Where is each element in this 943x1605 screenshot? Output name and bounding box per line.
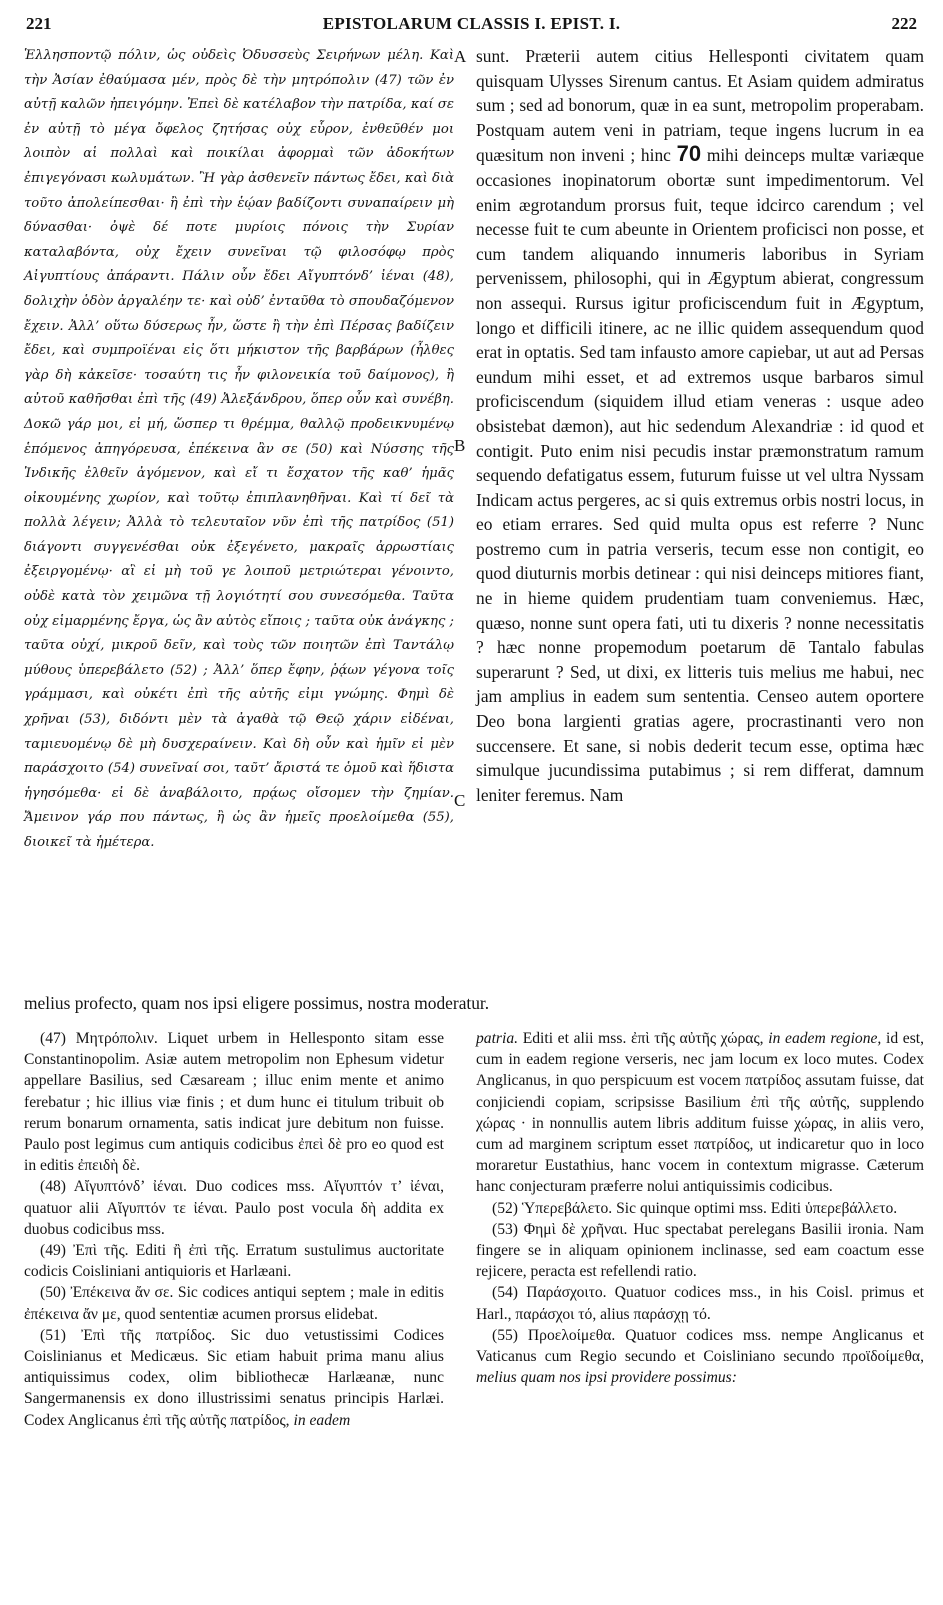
footnote-text: Liquet urbem in Hellesponto sitam esse Constantinopolim. Asiæ autem metropolim non Ephesum videtur appellare Basilius, sed Cæsaream ; illuc enim mente et animo ferebatur ; hic illius viæ finis ; et dum hunc ei titulum tribuit ob rerum bonarum ornamenta, satis indicat jure debitum non fuisse. Paulo post legimus cum antiquis codicibus ἐπεὶ δὲ pro eo quod est in editis ἐπειδὴ δὲ. [24, 1030, 444, 1175]
footnote-lemma: (55) Προελοίμεθα. [492, 1326, 616, 1344]
footnote-lemma: (52) Ὑπερεβάλετο. [492, 1199, 613, 1217]
footnote-lemma: (51) Ἐπὶ τῆς πατρίδος. [40, 1326, 216, 1344]
footnote-lemma: (54) Παράσχοιτο. [492, 1284, 607, 1302]
footnote-italic-tail: melius quam nos ipsi providere possimus: [476, 1369, 737, 1387]
footnote-italic-phrase: in eadem regione, [768, 1030, 882, 1047]
footnote-lemma: (48) Αἴγυπτόνδ’ ἰέναι. [40, 1178, 187, 1196]
footnote-49 [24, 1240, 444, 1282]
latin-text-column [476, 44, 924, 807]
footnote-text: Editi et alii mss. ἐπὶ τῆς αὐτῆς χώρας, [522, 1030, 764, 1047]
footnote-51 [24, 1325, 444, 1431]
margin-marker-b: B [454, 436, 466, 455]
footnote-text: Editi ἢ ἐπὶ τῆς. Erratum sustulimus auctoritate codicis Coisliniani antiquioris et Harlæani. [24, 1242, 444, 1281]
footnotes-left [24, 1028, 444, 1431]
footnote-47 [24, 1028, 444, 1176]
running-title: EPISTOLARUM CLASSIS I. EPIST. I. [322, 14, 621, 33]
footnote-52 [476, 1198, 924, 1219]
footnote-text: Quatuor codices mss. nempe Anglicanus et Vaticanus cum Regio secundo et Coisliniano secundo προϊδοίμεθα, [476, 1326, 924, 1366]
footnote-text: id est, cum in eadem regione verseris, nec jam locum ex loco mutes. Codex Anglicanus, in quo perspicuum est vocem πατρίδος assutam fuisse, dat conjiciendi copiam, scripsisse Basilium ἐπὶ τῆς αὐτῆς, supplendo χώρας · in nonnullis autem libris additum fuisse χώρας, in aliis vero, cum ad marginem scriptum esset πατρίδος, ut indicaretur quo in loco moraretur Eustathius, hanc vocem in contextum migrasse. Cæterum hanc conjecturam præferre nolui antiquissimis codicibus. [476, 1030, 925, 1196]
footnote-48 [24, 1176, 444, 1240]
footnote-text: Sic quinque optimi mss. Editi ὑπερεβάλλετο. [616, 1199, 898, 1217]
footnote-text: Sic duo vetustissimi Codices Coislinianus et Medicæus. Sic etiam habuit prima manu alius antiquissimus codex, olim bibliothecæ Harlæanæ, nunc Sangermanensis ex dono illustrissimi senatus principis Harlæi. Codex Anglicanus ἐπὶ τῆς αὐτῆς πατρίδος, [24, 1326, 445, 1429]
footnotes-right [476, 1028, 924, 1388]
margin-marker-c: C [454, 791, 466, 810]
footnote-lemma: (50) Ἐπέκεινα ἄν σε. [40, 1284, 174, 1302]
footnote-lemma: (49) Ἐπὶ τῆς. [40, 1242, 129, 1260]
footnote-53 [476, 1219, 924, 1283]
footnote-text: Quatuor codices mss., in his Coisl. primus et Harl., παράσχοι τό, alius παράσχῃ τό. [476, 1284, 924, 1323]
footnote-text: Duo codices mss. Αἴγυπτόν τ’ ἰέναι, quatuor alii Αἴγυπτόν τε ἰέναι. Paulo post vocula δὴ addita ex duobus codicibus mss. [24, 1178, 445, 1238]
footnote-51-continued [476, 1028, 924, 1198]
footnote-text: Sic codices antiqui septem ; male in editis ἐπέκεινα ἄν με, quod sententiæ acumen prorsus elidebat. [24, 1284, 444, 1323]
column-figure-number: 70 [676, 141, 702, 167]
footnote-lemma: (47) Μητρόπολιν. [40, 1030, 158, 1047]
latin-text-part-2: mihi deinceps multæ variæque occasiones inopinatorum obortæ sunt impedimentorum. Vel enim ægrotandum prorsus fuit, teque idcirco carendum ; vel necesse fuit te cum abeunte in Orientem proficisci non posse, et cum tandem aliquando innumeris laboribus in Syriam pervenissem, philosophi, qui in Ægyptum abierat, congressum non assequi. Rursus igitur proficiscendum fuit in Ægyptum, longo et difficili itinere, ac ne illic quidem assequendum quod erat in optatis. Sed tam infausto amore capiebar, ut aut ad Persas eundum mihi esset, et ad extremos usque barbaros simul proficiscendum (siquidem illud etiam veneras : usque adeo obsistebat dæmon), aut hic sedendum Alexandriæ : id quod et contigit. Puto enim nisi pecudis instar præmonstratum ramum sequendo defatigatus essem, futurum fuisse ut vel ultra Nyssam Indicam actus pergeres, ac si quis extremus orbis nostri locus, in eo etiam errares. Sed quid multa opus est referre ? Nunc postremo cum in patria verseris, tecum esse non contigit, eo quod diuturnis morbis detinear : qui nisi deinceps mitiores fiant, ne in hieme quidem prudentiam tuam conveniemus. Hæc, quæso, nonne sunt opera fati, uti tu dixeris ? nonne necessitatis ? hæc nonne propemodum poetarum dē Tantalo fabulas superarunt ? Sed, ut dixi, ex litteris tuis melius me habui, nec jam amplius in eadem sum sententia. Censeo autem oportere Deo bona largienti gratias agere, procrastinanti vero non succensere. Et sane, si nobis dederit tecum esse, optima hæc simulque jucundissima putabimus ; si rem differat, damnum leniter feremus. Nam [476, 145, 924, 805]
footnote-italic-tail: in eadem [293, 1411, 351, 1429]
footnote-italic-head: patria. [476, 1030, 519, 1047]
latin-text-part-1: sunt. Præterii autem citius Hellesponti civitatem quam quisquam Ulysses Sirenum cantus. Et Asiam quidem admiratus sum ; sed ad bonorum, quæ in ea sunt, metropolim properabam. Postquam autem veni in patriam, teque ingens lucrum in ea quæsitum non inveni ; hinc [476, 46, 924, 166]
footnote-54 [476, 1282, 924, 1324]
footnote-50 [24, 1282, 444, 1324]
concluding-line: melius profecto, quam nos ipsi eligere possimus, nostra moderatur. [24, 993, 490, 1013]
footnote-lemma: (53) Φημὶ δὲ χρῆναι. [492, 1220, 628, 1238]
page-number-left: 221 [26, 14, 52, 33]
page-header [26, 14, 917, 38]
greek-text-column: Ἑλλησποντῷ πόλιν, ὡς οὐδεὶς Ὀδυσσεὺς Σειρήνων μέλη. Καὶ τὴν Ἀσίαν ἐθαύμασα μέν, πρὸς δὲ τὴν μητρόπολιν (47) τῶν ἐν αὐτῇ καλῶν ἠπειγόμην. Ἐπεὶ δὲ κατέλαβον τὴν πατρίδα, καί σε ἐν αὐτῇ τὸ μέγα ὄφελος ζητήσας οὐχ εὗρον, ἐνθεῦθέν μοι λοιπὸν αἱ πολλαὶ καὶ ποικίλαι ἀφορμαὶ τῶν ἀδοκήτων ἐπιγεγόνασι κωλυμάτων. Ἢ γὰρ ἀσθενεῖν πάντως ἔδει, καὶ διὰ τοῦτο ἀπολείπεσθαι· ἢ ἐπὶ τὴν ἑῴαν βαδίζοντι συναπαίρειν μὴ δύνασθαι· ὀψὲ δέ ποτε μυρίοις πόνοις τὴν Συρίαν καταλαβόντα, οὐχ ἔχειν συνεῖναι τῷ φιλοσόφῳ πρὸς Αἰγυπτίους ἀπάραντι. Πάλιν οὖν ἔδει Αἴγυπτόνδ’ ἰέναι (48), δολιχὴν ὁδὸν ἀργαλέην τε· καὶ οὐδ’ ἐνταῦθα τὸ σπουδαζόμενον ἔχειν. Ἀλλ’ οὕτω δύσερως ἦν, ὥστε ἢ τὴν ἐπὶ Πέρσας βαδίζειν ἔδει, καὶ συμπροϊέναι εἰς ὅτι μήκιστον τῆς βαρβάρων (ἦλθες γὰρ δὴ κἀκεῖσε· τοσαύτη τις ἦν φιλονεικία τοῦ δαίμονος), ἢ αὐτοῦ καθῆσθαι ἐπὶ τῆς (49) Ἀλεξάνδρου, ὅπερ οὖν καὶ συνέβη. Δοκῶ γάρ μοι, εἰ μή, ὥσπερ τι θρέμμα, θαλλῷ προδεικνυμένῳ ἑπόμενος ἀπηγόρευσα, ἐπέκεινα ἂν σε (50) καὶ Νύσσης τῆς Ἰνδικῆς ἐλθεῖν ἀγόμενον, καὶ εἴ τι ἔσχατον τῆς καθ’ ἡμᾶς οἰκουμένης χωρίον, καὶ τοῦτῳ ἐπιπλανηθῆναι. Καὶ τί δεῖ τὰ πολλὰ λέγειν; Ἀλλὰ τὸ τελευταῖον νῦν ἐπὶ τῆς πατρίδος (51) διάγοντι συγγενέσθαι οὐκ ἐξεγένετο, μακραῖς ἀρρωστίαις ἐξειργομένῳ· αἳ εἰ μὴ τοῦ γε λοιποῦ μετριώτεραι γένοιντο, οὐδὲ κατὰ τὸν χειμῶνα τῇ λογιότητί σου συνεσόμεθα. Ταῦτα οὐχ εἱμαρμένης ἔργα, ὡς ἂν αὐτὸς εἴποις ; ταῦτα οὐκ ἀνάγκης ; ταῦτα οὐχί, μικροῦ δεῖν, καὶ τοὺς τῶν ποιητῶν ἐπὶ Ταντάλῳ μύθους ὑπερεβάλετο (52) ; Ἀλλ’ ὅπερ ἔφην, ῥᾴων γέγονα τοῖς γράμμασι, καὶ οὐκέτι ἐπὶ τῆς αὐτῆς εἰμι γνώμης. Φημὶ δὲ χρῆναι (53), διδόντι μὲν τὰ ἀγαθὰ τῷ Θεῷ χάριν εἰδέναι, ταμιευομένῳ δὲ μὴ δυσχεραίνειν. Καὶ δὴ οὖν καὶ ἡμῖν εἰ μὲν παράσχοιτο (54) συνεῖναί σοι, ταῦτ’ ἄριστά τε ὁμοῦ καὶ ἥδιστα ἡγησόμεθα· εἰ δὲ ἀναβάλοιτο, πρᾴως οἴσομεν τὴν ζημίαν. Ἄμεινον γάρ που πάντως, ἢ ὡς ἂν ἡμεῖς προελοίμεθα (55), διοικεῖ τὰ ἡμέτερα. [24, 48, 454, 850]
footnote-55 [476, 1325, 924, 1389]
page-number-right: 222 [891, 14, 917, 33]
margin-marker-a: A [454, 47, 467, 66]
footnote-text: Huc spectabat perelegans Basilii ironia. Nam fingere se in aliquam opinionem inclinasse, sed eam coactum esse rejicere, peracta est refellendi ratio. [476, 1220, 924, 1281]
